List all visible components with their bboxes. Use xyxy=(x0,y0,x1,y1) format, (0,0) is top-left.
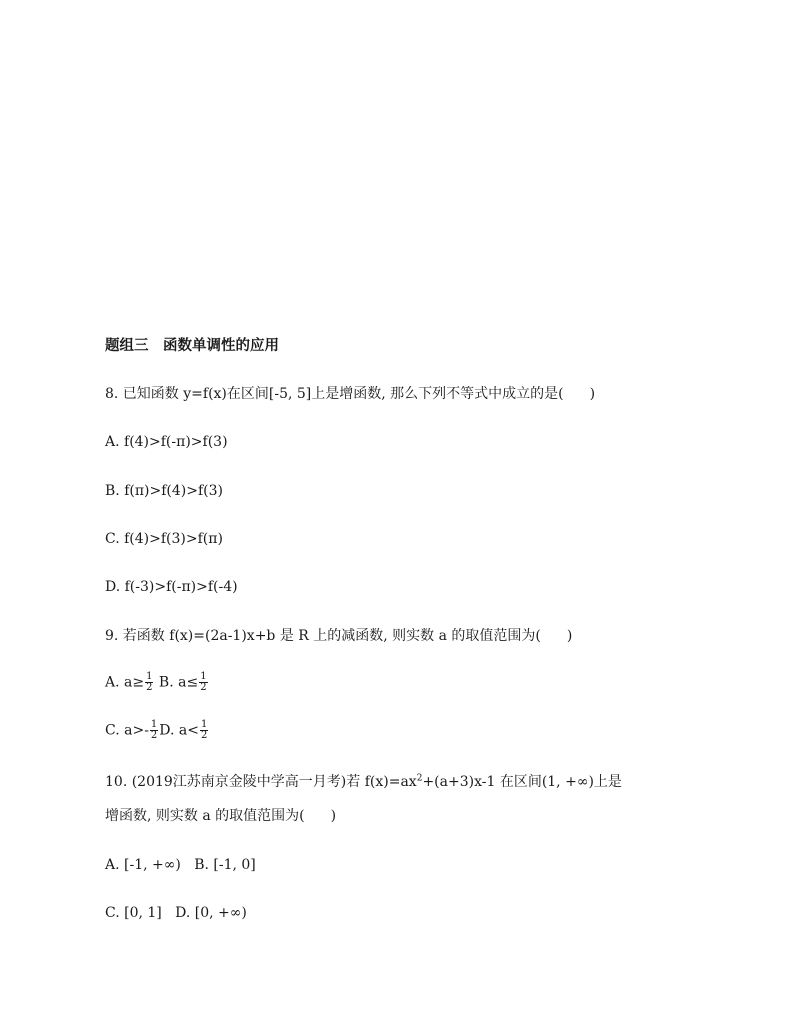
fraction-denominator: 2 xyxy=(146,682,153,693)
q9-option-c-fraction xyxy=(150,720,158,741)
q9-option-a-label: A. a≥ xyxy=(105,674,145,691)
fraction-numerator: 1 xyxy=(150,719,158,730)
q9-option-b-label: B. a≤ xyxy=(154,674,199,691)
q8-option-b: B. f(π)>f(4)>f(3) xyxy=(105,483,223,499)
q10-stem-part1: 10. (2019江苏南京金陵中学高一月考)若 f(x)=ax xyxy=(105,774,417,790)
q8-stem-text: 8. 已知函数 y=f(x)在区间[-5, 5]上是增函数, 那么下列不等式中成立的是( xyxy=(105,386,564,402)
fraction-numerator: 1 xyxy=(201,719,208,730)
q8-close-paren: ) xyxy=(589,386,596,402)
q9-option-c-label: C. a>- xyxy=(105,722,149,739)
q9-close-paren: ) xyxy=(566,628,573,644)
fraction-numerator: 1 xyxy=(146,671,153,682)
fraction-denominator: 2 xyxy=(201,730,208,741)
question-10-stem-line2 xyxy=(105,806,336,826)
question-10-stem-line1 xyxy=(105,772,622,792)
q9-option-d-fraction xyxy=(200,720,208,741)
q8-option-a: A. f(4)>f(-π)>f(3) xyxy=(105,434,228,450)
q10-stem-part2: +(a+3)x-1 在区间(1, +∞)上是 xyxy=(422,774,622,790)
question-8-stem xyxy=(105,384,595,404)
q8-option-d: D. f(-3)>f(-π)>f(-4) xyxy=(105,579,238,595)
fraction-denominator: 2 xyxy=(150,730,158,741)
q8-option-c: C. f(4)>f(3)>f(π) xyxy=(105,531,223,547)
q10-stem-line2-text: 增函数, 则实数 a 的取值范围为( xyxy=(105,808,305,824)
q9-options-ab xyxy=(105,672,209,693)
q9-options-cd xyxy=(105,720,209,741)
section-heading: 题组三 函数单调性的应用 xyxy=(105,338,279,354)
q9-option-a-fraction xyxy=(145,672,153,693)
q10-close-paren: ) xyxy=(330,808,337,824)
q9-stem-text: 9. 若函数 f(x)=(2a-1)x+b 是 R 上的减函数, 则实数 a 的取值范围为( xyxy=(105,628,541,644)
q10-options-cd: C. [0, 1] D. [0, +∞) xyxy=(105,905,247,921)
fraction-denominator: 2 xyxy=(200,682,207,693)
q9-option-b-fraction xyxy=(199,672,207,693)
q10-options-ab: A. [-1, +∞) B. [-1, 0] xyxy=(105,857,256,873)
q10-exponent: 2 xyxy=(416,773,423,784)
question-9-stem xyxy=(105,626,572,646)
q9-option-d-label: D. a< xyxy=(159,722,199,739)
fraction-numerator: 1 xyxy=(200,671,207,682)
